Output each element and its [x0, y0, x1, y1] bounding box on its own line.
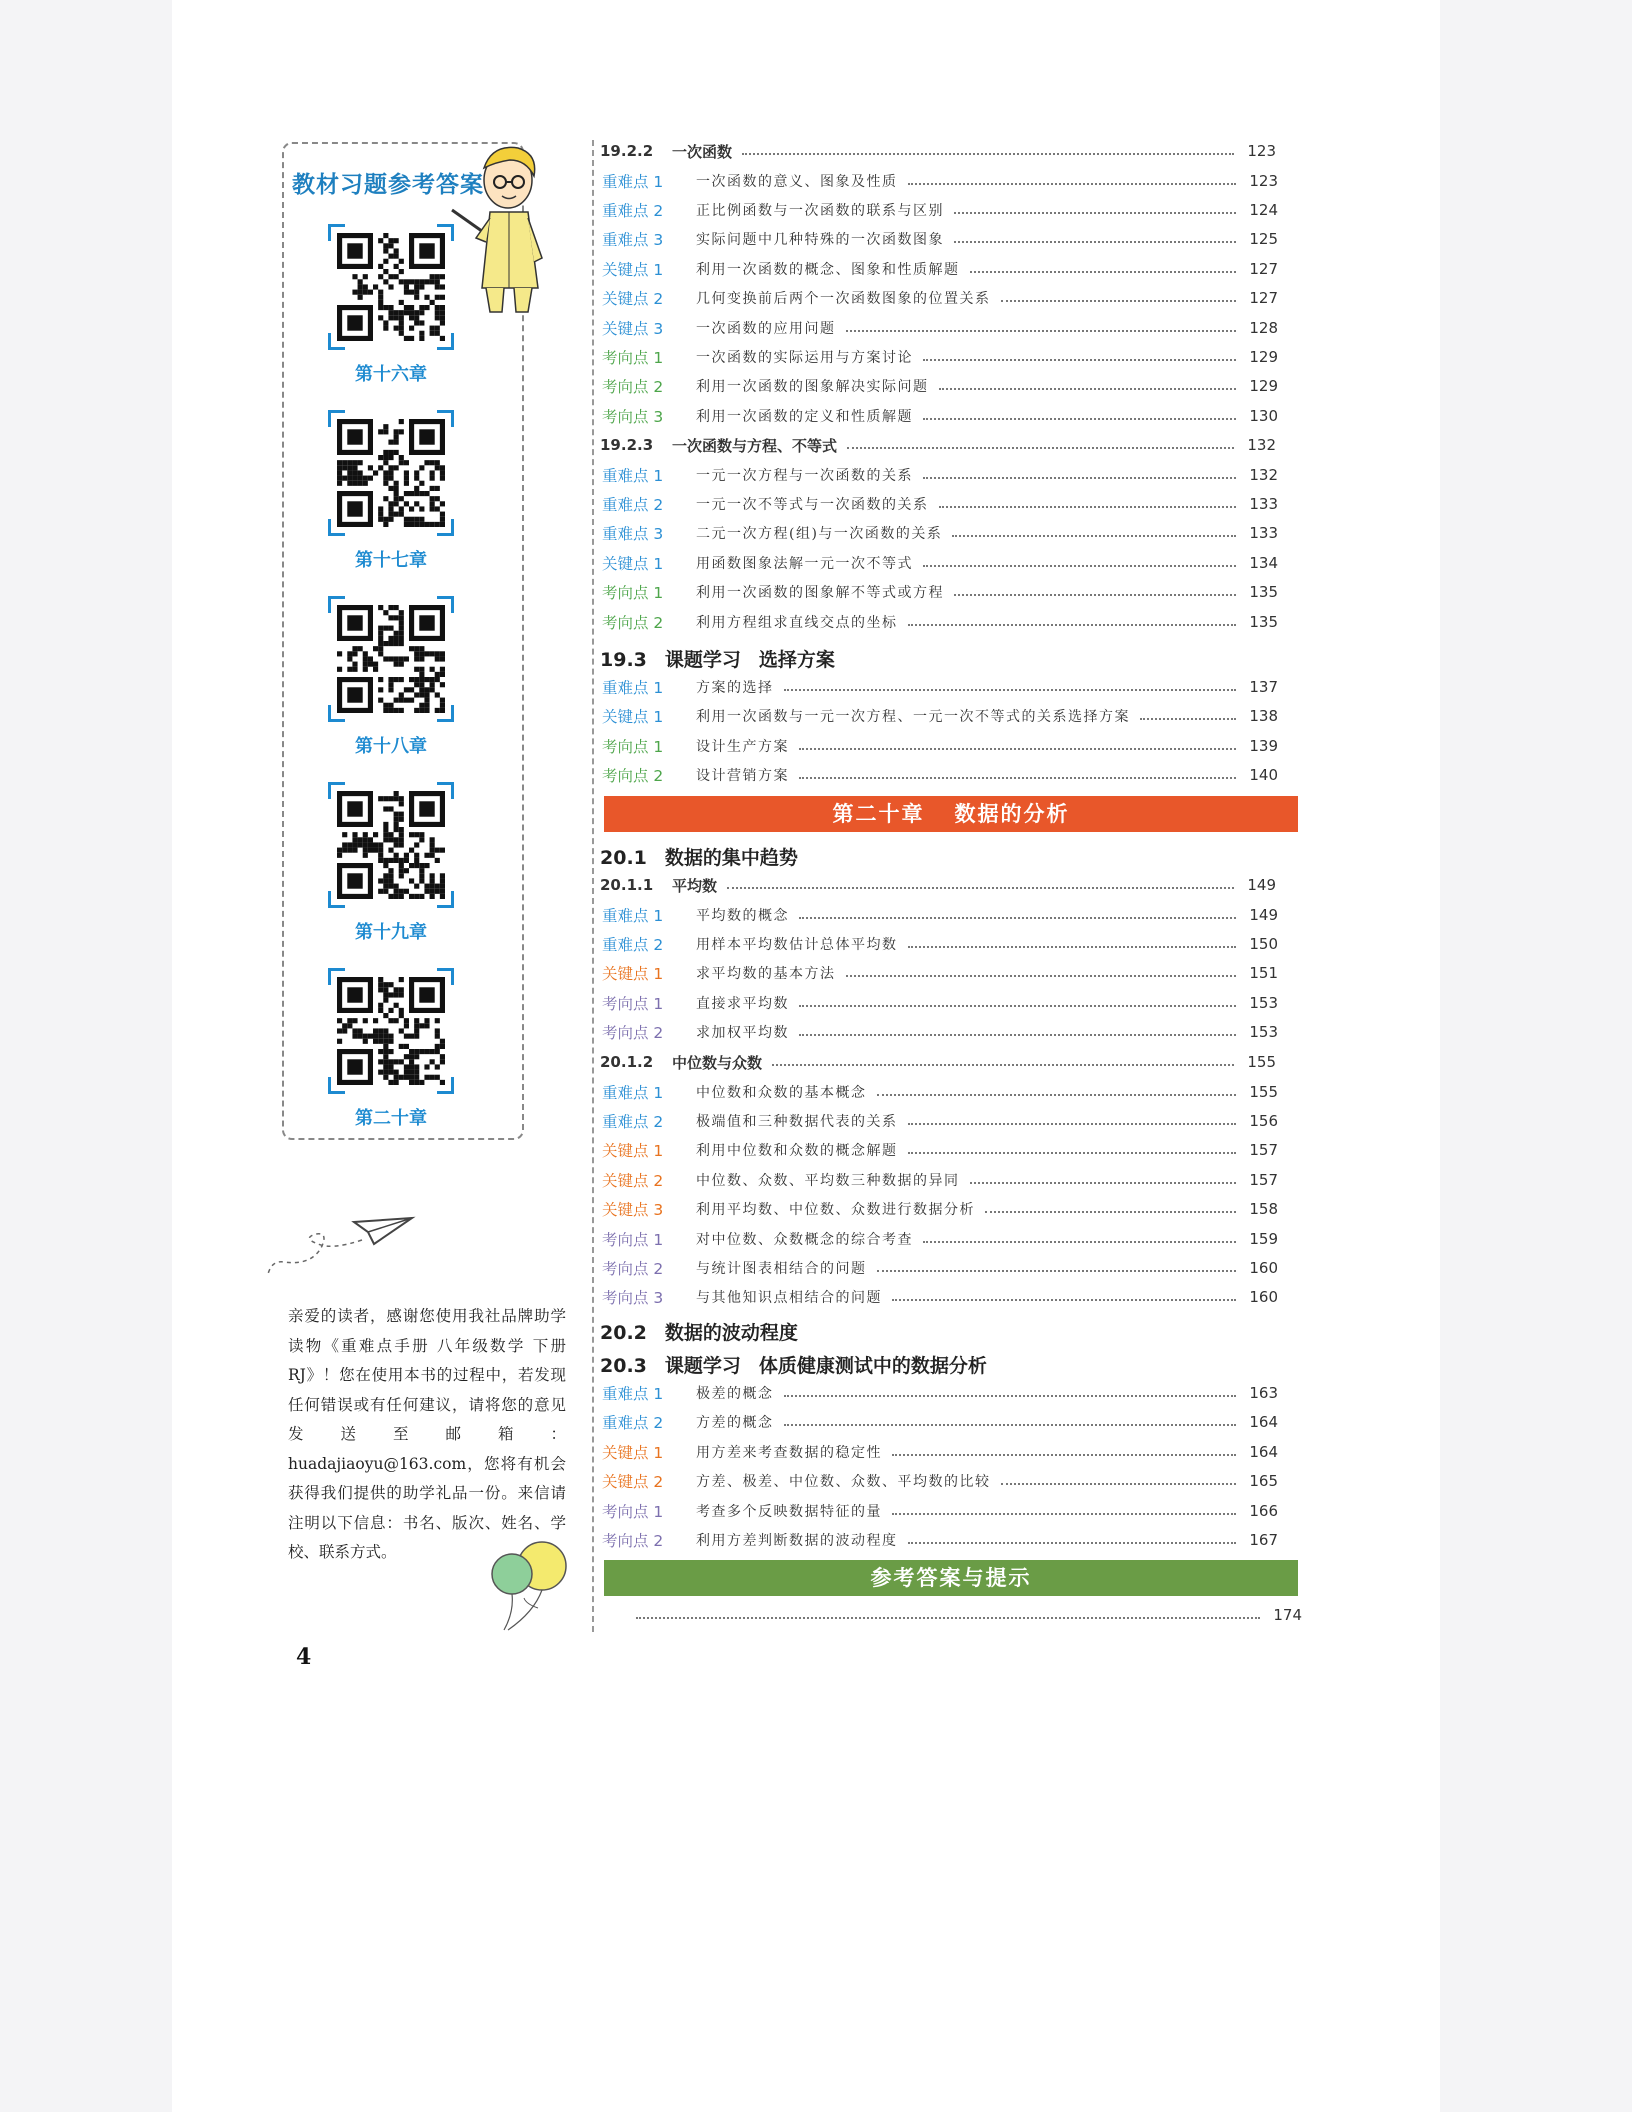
toc-title: 二元一次方程(组)与一次函数的关系	[696, 526, 943, 543]
leader-dots	[923, 1241, 1236, 1243]
toc-title: 一元一次不等式与一次函数的关系	[696, 496, 929, 513]
toc-title: 利用一次函数的概念、图象和性质解题	[696, 261, 960, 278]
leader-dots	[908, 183, 1237, 185]
toc-tag: 关键点 1	[602, 260, 664, 279]
leader-dots	[923, 359, 1236, 361]
toc-entry[interactable]	[600, 1226, 1278, 1252]
page-ref: 157	[1249, 1170, 1278, 1189]
toc-answers-row[interactable]	[600, 1602, 1302, 1628]
toc-tag: 考向点 2	[602, 613, 664, 632]
banner-text: 第二十章	[832, 802, 925, 826]
page-ref: 149	[1247, 876, 1276, 894]
page-ref: 125	[1249, 230, 1278, 249]
teacher-illustration	[446, 138, 556, 318]
column-divider	[592, 140, 594, 1632]
page-ref: 127	[1249, 259, 1278, 278]
page-ref: 166	[1249, 1501, 1278, 1520]
leader-dots	[892, 1513, 1236, 1515]
toc-title: 用样本平均数估计总体平均数	[696, 936, 898, 953]
leader-dots	[877, 1270, 1237, 1272]
toc-entry[interactable]	[600, 703, 1278, 729]
toc-tag: 重难点 2	[602, 1112, 664, 1131]
toc-title: 设计营销方案	[696, 768, 789, 785]
toc-title: 直接求平均数	[696, 995, 789, 1012]
page-ref: 165	[1249, 1472, 1278, 1491]
heading-20-3[interactable]	[600, 1351, 987, 1378]
toc-title: 极端值和三种数据代表的关系	[696, 1113, 898, 1130]
page-number: 4	[296, 1644, 312, 1670]
toc-entry[interactable]	[600, 1498, 1278, 1524]
toc-entry[interactable]	[600, 1196, 1278, 1222]
toc-tag: 关键点 2	[602, 290, 664, 309]
leader-dots	[846, 330, 1237, 332]
toc-entry[interactable]	[600, 1380, 1278, 1406]
toc-tag: 考向点 1	[602, 1502, 664, 1521]
toc-tag: 重难点 2	[602, 1414, 664, 1433]
section-number: 19.2.2	[600, 142, 654, 160]
leader-dots	[908, 624, 1237, 626]
toc-title: 利用一次函数的图象解决实际问题	[696, 379, 929, 396]
page-ref: 155	[1249, 1082, 1278, 1101]
toc-title: 用方差来考查数据的稳定性	[696, 1444, 882, 1461]
toc-title: 利用一次函数的定义和性质解题	[696, 408, 913, 425]
qr-code-chapter-16[interactable]	[328, 224, 454, 386]
leader-dots	[799, 748, 1236, 750]
toc-title: 几何变换前后两个一次函数图象的位置关系	[696, 291, 991, 308]
leader-dots	[846, 975, 1237, 977]
leader-dots	[939, 388, 1237, 390]
leader-dots	[923, 418, 1236, 420]
heading-number: 20.3	[600, 1355, 647, 1377]
leader-dots	[1001, 1483, 1237, 1485]
toc-title: 极差的概念	[696, 1386, 774, 1402]
page-ref: 124	[1249, 200, 1278, 219]
toc-entry[interactable]	[600, 902, 1278, 928]
page-ref: 153	[1249, 993, 1278, 1012]
page-ref: 138	[1249, 707, 1278, 726]
toc-entry[interactable]	[600, 168, 1278, 194]
qr-code-chapter-19[interactable]	[328, 782, 454, 944]
toc-section-s19_2_2[interactable]	[600, 138, 1276, 164]
page-ref: 139	[1249, 736, 1278, 755]
toc-title: 平均数的概念	[696, 907, 789, 924]
heading-number: 20.1	[600, 847, 647, 869]
toc-entry[interactable]	[600, 1108, 1278, 1134]
toc-entry[interactable]	[600, 462, 1278, 488]
page-ref: 150	[1249, 934, 1278, 953]
toc-title: 利用方差判断数据的波动程度	[696, 1533, 898, 1549]
page-ref: 158	[1249, 1200, 1278, 1219]
leader-dots	[939, 506, 1237, 508]
qr-label: 第十六章	[355, 364, 427, 385]
heading-text: 选择方案	[758, 649, 835, 671]
toc-title: 一次函数	[672, 142, 733, 161]
page-ref: 153	[1249, 1023, 1278, 1042]
toc-tag: 考向点 1	[602, 994, 664, 1013]
answers-banner[interactable]	[604, 1560, 1298, 1596]
leader-dots	[799, 1034, 1236, 1036]
toc-title: 方差、极差、中位数、众数、平均数的比较	[696, 1474, 991, 1491]
toc-title: 一次函数的应用问题	[696, 320, 836, 337]
toc-title: 方差的概念	[696, 1415, 774, 1432]
toc-tag: 考向点 1	[602, 1230, 664, 1249]
toc-title: 利用中位数和众数的概念解题	[696, 1143, 898, 1160]
page-ref: 149	[1249, 905, 1278, 924]
toc-title: 一元一次方程与一次函数的关系	[696, 467, 913, 484]
leader-dots	[908, 1542, 1237, 1544]
toc-entry[interactable]	[600, 256, 1278, 282]
leader-dots	[784, 1395, 1237, 1397]
toc-entry[interactable]	[600, 762, 1278, 788]
toc-title: 实际问题中几种特殊的一次函数图象	[696, 232, 944, 249]
toc-title: 考查多个反映数据特征的量	[696, 1503, 882, 1520]
toc-entry[interactable]	[600, 550, 1278, 576]
toc-entry[interactable]	[600, 491, 1278, 517]
page-ref: 132	[1249, 465, 1278, 484]
page-ref: 160	[1249, 1258, 1278, 1277]
page-ref: 129	[1249, 377, 1278, 396]
toc-title: 一次函数与方程、不等式	[672, 436, 838, 455]
page-ref: 135	[1249, 583, 1278, 602]
toc-tag: 重难点 3	[602, 231, 664, 250]
leader-dots	[636, 1617, 1260, 1619]
toc-tag: 考向点 1	[602, 584, 664, 603]
qr-label: 第二十章	[355, 1108, 427, 1129]
toc-title: 平均数	[672, 876, 718, 895]
page-ref: 155	[1247, 1053, 1276, 1071]
toc-entry[interactable]	[600, 1255, 1278, 1281]
toc-entry[interactable]	[600, 403, 1278, 429]
leader-dots	[892, 1299, 1236, 1301]
toc-title: 方案的选择	[696, 680, 774, 696]
toc-entry[interactable]	[600, 1439, 1278, 1465]
heading-text: 体质健康测试中的数据分析	[758, 1355, 987, 1377]
toc-entry[interactable]	[600, 520, 1278, 546]
banner-text: 参考答案与提示	[870, 1566, 1032, 1590]
toc-tag: 关键点 1	[602, 1142, 664, 1161]
toc-tag: 重难点 1	[602, 172, 664, 191]
qr-code-chapter-17[interactable]	[328, 410, 454, 572]
toc-tag: 关键点 1	[602, 708, 664, 727]
toc-entry[interactable]	[600, 226, 1278, 252]
qr-code-chapter-20[interactable]	[328, 968, 454, 1130]
toc-entry[interactable]	[600, 1019, 1278, 1045]
heading-text: 课题学习	[664, 1355, 741, 1377]
toc-title: 对中位数、众数概念的综合考查	[696, 1231, 913, 1248]
toc-entry[interactable]	[600, 733, 1278, 759]
toc-title: 中位数、众数、平均数三种数据的异同	[696, 1172, 960, 1189]
toc-entry[interactable]	[600, 960, 1278, 986]
qr-code-icon	[337, 419, 445, 527]
leader-dots	[1001, 300, 1237, 302]
toc-tag: 重难点 2	[602, 201, 664, 220]
heading-number: 19.3	[600, 649, 647, 671]
page-ref: 167	[1249, 1531, 1278, 1549]
leader-dots	[772, 1064, 1234, 1066]
toc-title: 设计生产方案	[696, 738, 789, 755]
reader-note: 亲爱的读者，感谢您使用我社品牌助学读物《重难点手册 八年级数学 下册 RJ》！您在使用本书的过程中，若发现任何错误或有任何建议，请将您的意见发送至邮箱：huadajiaoyu@163.com，您将有机会获得我们提供的助学礼品一份。来信请注明以下信息：书名、版次、姓名、学校、联系方式。	[288, 1307, 566, 1561]
qr-code-icon	[337, 977, 445, 1085]
toc-entry[interactable]	[600, 1167, 1278, 1193]
toc-tag: 关键点 3	[602, 319, 664, 338]
page-ref: 164	[1249, 1442, 1278, 1461]
paper-plane-icon	[262, 1210, 422, 1300]
toc-title: 求平均数的基本方法	[696, 966, 836, 983]
page-ref: 151	[1249, 964, 1278, 983]
toc-title: 与其他知识点相结合的问题	[696, 1290, 882, 1307]
leader-dots	[784, 1424, 1237, 1426]
toc-tag: 重难点 1	[602, 906, 664, 925]
heading-text: 课题学习	[664, 649, 741, 671]
leader-dots	[908, 1123, 1237, 1125]
banner-text: 数据的分析	[954, 802, 1070, 826]
toc-tag: 考向点 2	[602, 1532, 664, 1550]
qr-label: 第十八章	[355, 736, 427, 757]
toc-entry[interactable]	[600, 344, 1278, 370]
heading-text: 数据的集中趋势	[664, 847, 798, 869]
leader-dots	[847, 447, 1234, 449]
toc-entry[interactable]	[600, 373, 1278, 399]
toc-tag: 关键点 2	[602, 1171, 664, 1190]
toc-title: 一次函数的实际运用与方案讨论	[696, 349, 913, 366]
toc-entry[interactable]	[600, 579, 1278, 605]
toc-title: 中位数和众数的基本概念	[696, 1084, 867, 1101]
toc-tag: 考向点 3	[602, 407, 664, 426]
toc-tag: 重难点 2	[602, 495, 664, 514]
toc-section-s19_2_3[interactable]	[600, 432, 1276, 458]
toc-tag: 重难点 2	[602, 935, 664, 954]
page-ref: 129	[1249, 347, 1278, 366]
leader-dots	[799, 1005, 1236, 1007]
toc-tag: 关键点 1	[602, 1443, 664, 1462]
toc-tag: 考向点 2	[602, 1024, 664, 1043]
page-ref: 163	[1249, 1384, 1278, 1402]
toc-entry[interactable]	[600, 990, 1278, 1016]
leader-dots	[954, 212, 1236, 214]
toc-entry[interactable]	[600, 1137, 1278, 1163]
leader-dots	[799, 917, 1236, 919]
qr-code-chapter-18[interactable]	[328, 596, 454, 758]
toc-tag: 关键点 3	[602, 1201, 664, 1220]
toc-title: 求加权平均数	[696, 1025, 789, 1042]
toc-title: 利用平均数、中位数、众数进行数据分析	[696, 1202, 975, 1219]
qr-code-icon	[337, 791, 445, 899]
toc-tag: 考向点 2	[602, 767, 664, 786]
toc-tag: 考向点 3	[602, 1289, 664, 1308]
toc-entry[interactable]	[600, 1284, 1278, 1310]
heading-text: 数据的波动程度	[664, 1322, 798, 1344]
leader-dots	[799, 777, 1236, 779]
page-ref: 135	[1249, 612, 1278, 631]
qr-code-icon	[337, 605, 445, 713]
leader-dots	[908, 946, 1237, 948]
leader-dots	[954, 241, 1236, 243]
toc-tag: 重难点 1	[602, 679, 664, 697]
section-number: 20.1.2	[600, 1053, 654, 1071]
page-ref: 123	[1249, 171, 1278, 190]
leader-dots	[952, 535, 1236, 537]
leader-dots	[970, 1182, 1237, 1184]
toc-entry[interactable]	[600, 609, 1278, 635]
page-ref: 133	[1249, 524, 1278, 543]
leader-dots	[985, 1211, 1236, 1213]
balloons-icon	[484, 1534, 574, 1634]
page-ref: 156	[1249, 1111, 1278, 1130]
toc-tag: 考向点 2	[602, 1259, 664, 1278]
toc-tag: 重难点 1	[602, 1385, 664, 1403]
qr-code-icon	[337, 233, 445, 341]
section-number: 19.2.3	[600, 436, 654, 454]
page-ref: 157	[1249, 1141, 1278, 1160]
toc-tag: 考向点 1	[602, 737, 664, 756]
page-ref: 130	[1249, 406, 1278, 425]
toc-section-s20_1_1[interactable]	[600, 872, 1276, 898]
toc-title: 正比例函数与一次函数的联系与区别	[696, 202, 944, 219]
leader-dots	[970, 271, 1237, 273]
toc-section-s20_1_2[interactable]	[600, 1049, 1276, 1075]
page-ref: 164	[1249, 1413, 1278, 1432]
toc-title: 一次函数的意义、图象及性质	[696, 173, 898, 190]
heading-number: 20.2	[600, 1322, 647, 1344]
toc-entry[interactable]	[600, 197, 1278, 223]
toc-title: 利用一次函数的图象解不等式或方程	[696, 585, 944, 602]
page-ref: 127	[1249, 289, 1278, 308]
leader-dots	[877, 1094, 1237, 1096]
page-ref: 160	[1249, 1288, 1278, 1307]
leader-dots	[742, 153, 1234, 155]
leader-dots	[954, 594, 1236, 596]
toc-tag: 重难点 1	[602, 466, 664, 485]
qr-label: 第十七章	[355, 550, 427, 571]
leader-dots	[923, 477, 1236, 479]
page-ref: 132	[1247, 436, 1276, 454]
qr-label: 第十九章	[355, 922, 427, 943]
toc-entry[interactable]	[600, 1468, 1278, 1494]
leader-dots	[784, 689, 1237, 691]
toc-title: 用函数图象法解一元一次不等式	[696, 555, 913, 572]
toc-tag: 考向点 1	[602, 348, 664, 367]
leader-dots	[1140, 718, 1236, 720]
page-ref: 159	[1249, 1229, 1278, 1248]
toc-tag: 考向点 2	[602, 378, 664, 397]
heading-20-1[interactable]	[600, 843, 798, 870]
page-ref: 128	[1249, 318, 1278, 337]
chapter-20-banner[interactable]	[604, 796, 1298, 832]
qr-panel-title: 教材习题参考答案	[292, 172, 484, 198]
leader-dots	[923, 565, 1236, 567]
toc-title: 中位数与众数	[672, 1053, 763, 1072]
leader-dots	[727, 887, 1234, 889]
page-ref: 133	[1249, 494, 1278, 513]
section-number: 20.1.1	[600, 876, 654, 894]
toc-entry[interactable]	[600, 315, 1278, 341]
toc-entry[interactable]	[600, 1079, 1278, 1105]
page-ref: 123	[1247, 142, 1276, 160]
page-ref: 137	[1249, 678, 1278, 696]
toc-entry[interactable]	[600, 674, 1278, 700]
toc-entry[interactable]	[600, 285, 1278, 311]
heading-20-2[interactable]	[600, 1318, 798, 1345]
page-ref: 174	[1273, 1606, 1302, 1624]
toc-entry[interactable]	[600, 931, 1278, 957]
toc-entry[interactable]	[600, 1527, 1278, 1553]
toc-tag: 关键点 1	[602, 554, 664, 573]
toc-title: 利用一次函数与一元一次方程、一元一次不等式的关系选择方案	[696, 709, 1130, 726]
toc-entry[interactable]	[600, 1409, 1278, 1435]
leader-dots	[892, 1454, 1236, 1456]
page-ref: 134	[1249, 553, 1278, 572]
toc-title: 与统计图表相结合的问题	[696, 1260, 867, 1277]
toc-title: 利用方程组求直线交点的坐标	[696, 614, 898, 631]
heading-19-3[interactable]	[600, 645, 835, 672]
toc-tag: 关键点 1	[602, 965, 664, 984]
toc-tag: 重难点 3	[602, 525, 664, 544]
leader-dots	[908, 1152, 1237, 1154]
toc-tag: 重难点 1	[602, 1083, 664, 1102]
page-ref: 140	[1249, 766, 1278, 785]
toc-tag: 关键点 2	[602, 1473, 664, 1492]
